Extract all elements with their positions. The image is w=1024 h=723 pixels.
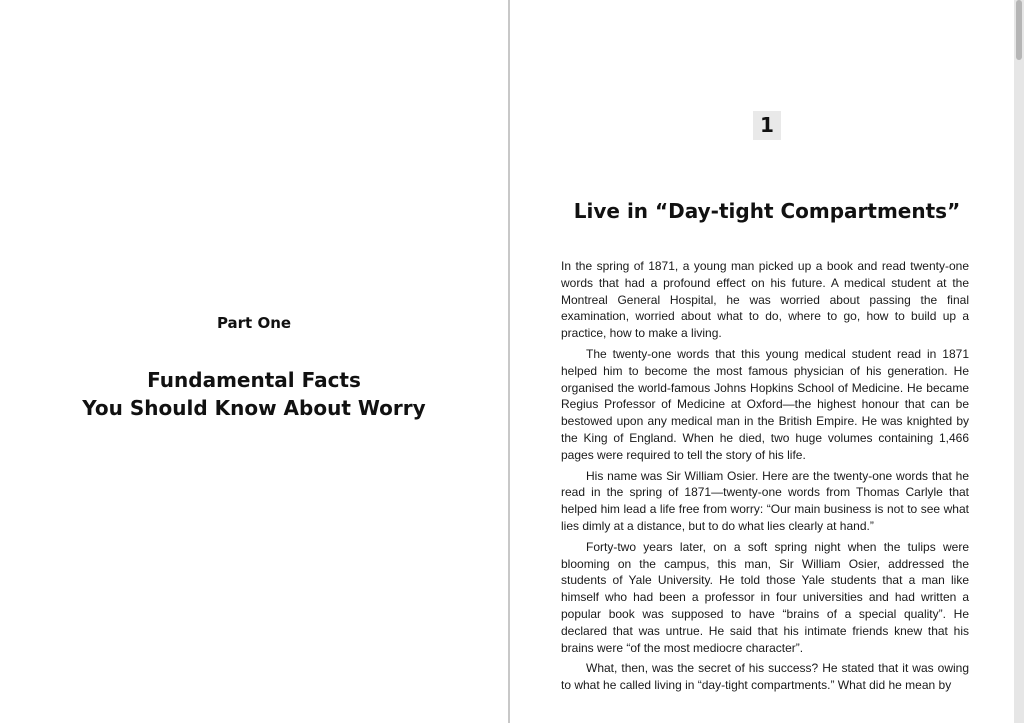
scrollbar-thumb[interactable] (1016, 0, 1022, 60)
chapter-title: Live in “Day-tight Compartments” (573, 199, 961, 223)
part-label: Part One (216, 314, 292, 332)
chapter-body (561, 258, 969, 698)
body-paragraph: In the spring of 1871, a young man picked up a book and read twenty-one words that had a profound effect on his future. A medical student at the Montreal General Hospital, he was worried about passing the final examination, worried about what to do, where to go, how to build up a practice, how to make a living. (561, 259, 969, 341)
body-paragraph: What, then, was the secret of his success? He stated that it was owing to what he called living in “day-tight compartments.” What did he mean by (561, 661, 969, 693)
body-paragraph: His name was Sir William Osier. Here are the twenty-one words that he read in the spring of 1871—twenty-one words from Thomas Carlyle that helped him lead a life free from worry: “Our main business is not to see what lies dimly at a distance, but to do what lies clearly at hand.” (561, 468, 969, 533)
part-title-line: You Should Know About Worry (82, 396, 426, 420)
body-paragraph: The twenty-one words that this young medical student read in 1871 helped him to become the most famous physician of his generation. He organised the world-famous Johns Hopkins School of Medicine. He became Regius Professor of Medicine at Oxford—the highest honour that can be bestowed upon any medical man in the British Empire. He was knighted by the King of England. When he died, two huge volumes containing 1,466 pages were required to tell the story of his life. (561, 346, 969, 462)
left-page (0, 0, 508, 723)
part-title (0, 366, 508, 422)
part-title-line: Fundamental Facts (147, 368, 361, 392)
body-paragraph: Forty-two years later, on a soft spring night when the tulips were blooming on the campus, this man, Sir William Osier, addressed the students of Yale University. He told those Yale students that a man like himself who had been a professor in four universities and had written a popular book was supposed to have “brains of a special quality”. He declared that was untrue. He said that his intimate friends knew that his brains were “of the most mediocre character”. (561, 539, 969, 655)
chapter-number: 1 (753, 111, 781, 140)
vertical-scrollbar[interactable] (1014, 0, 1024, 723)
